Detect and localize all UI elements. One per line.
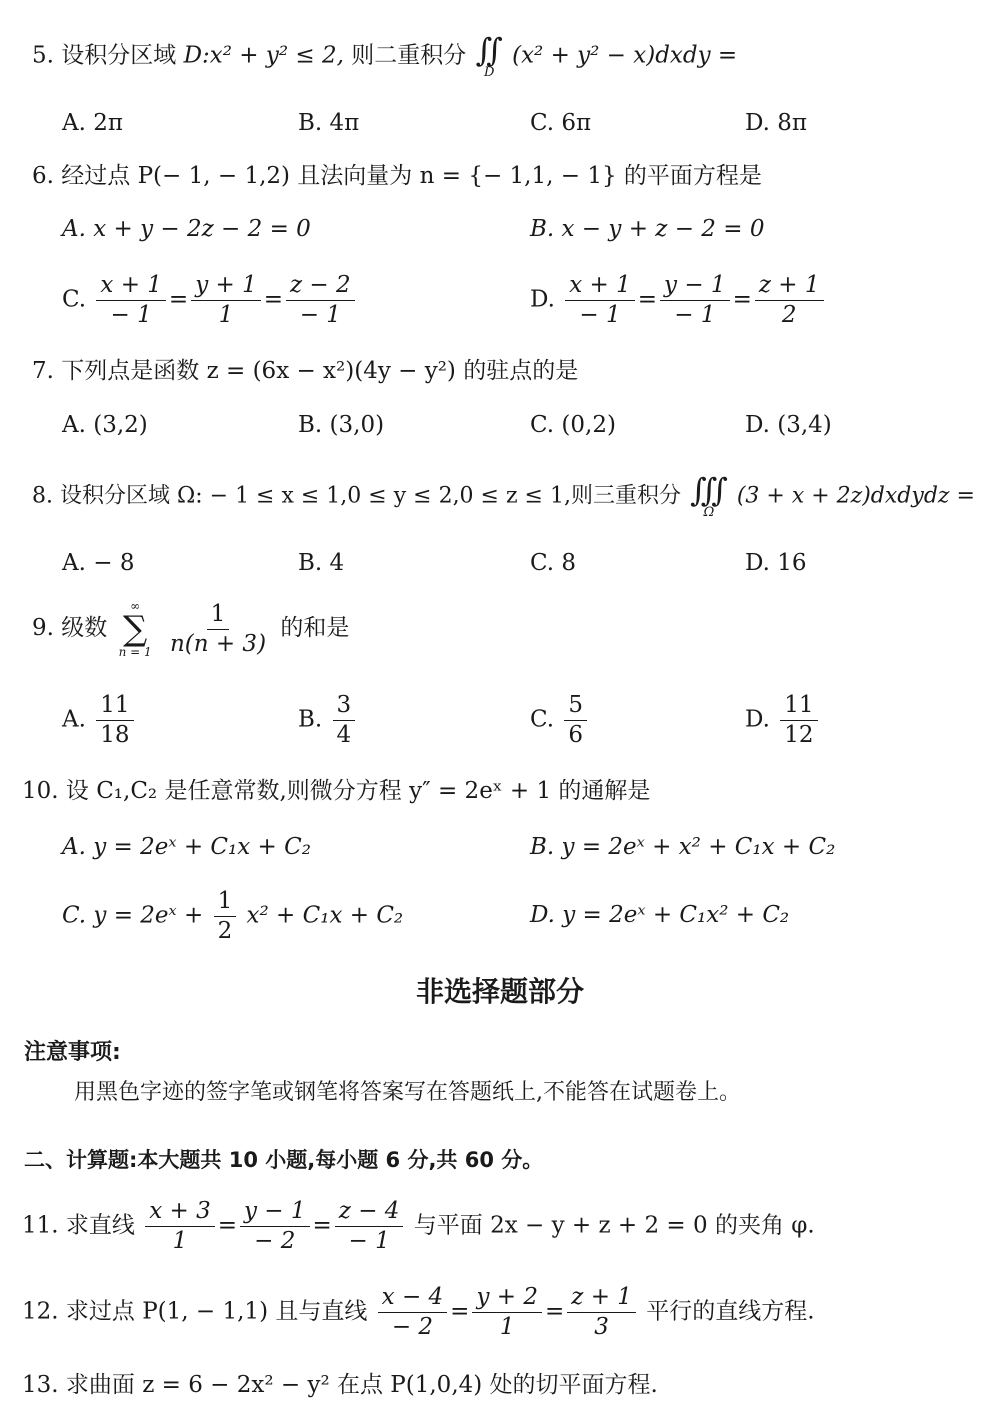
denominator: 2 <box>781 302 797 328</box>
denominator: 2 <box>217 918 233 944</box>
sum-symbol: ∑ <box>122 609 148 649</box>
fraction <box>166 600 270 657</box>
denominator: − 1 <box>348 1228 390 1254</box>
integrand: (x² + y² − x)dxdy = <box>512 42 738 69</box>
option-b: B. y = 2eˣ + x² + C₁x + C₂ <box>530 834 836 860</box>
denominator: − 2 <box>391 1314 434 1340</box>
question-10 <box>22 780 650 803</box>
integral-domain: D <box>483 65 495 80</box>
denominator: − 1 <box>110 302 152 328</box>
question-text: 设 C₁,C₂ 是任意常数,则微分方程 y″ = 2eˣ + 1 的通解是 <box>65 778 651 804</box>
question-number: 10. <box>22 778 59 804</box>
option-d: D. 16 <box>745 550 807 576</box>
fraction <box>240 1200 310 1253</box>
numerator: 1 <box>214 890 237 917</box>
numerator: 5 <box>564 694 587 721</box>
option-label: C. <box>530 706 555 733</box>
numerator: y − 1 <box>240 1200 310 1227</box>
numerator: 3 <box>333 694 356 721</box>
integral-domain: Ω <box>703 505 715 520</box>
question-text: 与平面 2x − y + z + 2 = 0 的夹角 φ. <box>413 1212 815 1239</box>
question-5 <box>32 31 738 80</box>
question-number: 8. <box>32 483 53 509</box>
option-a: A. y = 2eˣ + C₁x + C₂ <box>62 834 311 860</box>
question-13 <box>22 1374 658 1397</box>
option-d <box>745 694 821 747</box>
fraction <box>780 694 817 747</box>
numerator: 11 <box>96 694 133 721</box>
numerator: z − 4 <box>335 1200 404 1227</box>
fraction <box>214 890 237 943</box>
fraction <box>333 694 356 747</box>
fraction <box>660 274 730 327</box>
question-text: 设积分区域 <box>61 42 177 69</box>
sum-upper-limit: ∞ <box>130 599 141 613</box>
option-b <box>298 694 358 747</box>
numerator: y + 2 <box>472 1286 542 1313</box>
question-6 <box>32 165 762 188</box>
denominator: − 1 <box>299 302 341 328</box>
numerator: x + 1 <box>96 274 166 301</box>
section-title: 非选择题部分 <box>415 975 584 1008</box>
part-2-title: 二、计算题:本大题共 10 小题,每小题 6 分,共 60 分。 <box>24 1148 544 1172</box>
denominator: 3 <box>594 1314 609 1340</box>
option-a: A. x + y − 2z − 2 = 0 <box>62 216 311 242</box>
option-a: A. 2π <box>62 110 123 136</box>
option-b: B. 4 <box>298 550 345 576</box>
numerator: z + 1 <box>755 274 824 301</box>
option-label: D. <box>530 286 555 313</box>
denominator: 1 <box>499 1314 515 1340</box>
fraction <box>567 1286 636 1339</box>
option-b: B. x − y + z − 2 = 0 <box>530 216 765 242</box>
option-c <box>62 890 403 943</box>
question-12: 12. 求过点 P(1, − 1,1) 且与直线 $\frac{x - 4}{- 2}$ = $\frac{y + 2}{1}$ = $\frac{z + 1}{3}$ 平行的直线方程. <box>22 1284 815 1340</box>
question-8 <box>32 471 975 520</box>
fraction <box>564 694 587 747</box>
option-a: A. − 8 <box>62 550 135 576</box>
denominator: − 2 <box>254 1228 296 1254</box>
option-b: B. (3,0) <box>298 412 385 438</box>
option-label: A. <box>62 706 86 733</box>
numerator: z + 1 <box>567 1286 636 1313</box>
question-number: 7. <box>32 358 54 384</box>
question-text: 求直线 <box>65 1212 135 1239</box>
sum-lower-limit: n = 1 <box>118 645 152 659</box>
option-c <box>530 694 590 747</box>
numerator: 1 <box>207 603 230 630</box>
denominator: 1 <box>218 302 234 328</box>
question-text: 求过点 P(1, − 1,1) 且与直线 <box>65 1298 368 1325</box>
numerator: x + 3 <box>145 1200 215 1227</box>
option-d: D. y = 2eˣ + C₁x² + C₂ <box>530 902 790 928</box>
option-label: B. <box>298 706 323 733</box>
notice-title: 注意事项: <box>24 1040 121 1065</box>
denominator: − 1 <box>579 302 621 328</box>
question-number: 12. <box>22 1298 59 1325</box>
integral-symbol: ∭ <box>689 471 728 509</box>
option-b: B. 4π <box>298 110 360 136</box>
fraction <box>755 274 824 327</box>
question-text: 平行的直线方程. <box>646 1298 815 1325</box>
option-c: C. (0,2) <box>530 412 616 438</box>
integral-symbol: ∬ <box>475 31 503 69</box>
triple-integral <box>689 471 728 520</box>
question-text: 经过点 P(− 1, − 1,2) 且法向量为 n = {− 1,1, − 1} 的平面方程是 <box>61 163 762 189</box>
denominator: 12 <box>784 722 814 748</box>
numerator: z − 2 <box>286 274 355 301</box>
question-text: 下列点是函数 z = (6x − x²)(4y − y²) 的驻点的是 <box>61 358 579 384</box>
question-number: 5. <box>32 42 54 69</box>
double-integral <box>475 31 503 80</box>
fraction <box>565 274 635 327</box>
option-d: D. (3,4) <box>745 412 832 438</box>
option-c: C. 8 <box>530 550 577 576</box>
denominator: 6 <box>568 722 584 748</box>
numerator: x + 1 <box>565 274 635 301</box>
question-9 <box>32 600 349 658</box>
question-7 <box>32 360 578 383</box>
fraction <box>145 1200 215 1253</box>
option-d: D. $\frac{x + 1}{- 1}$ = $\frac{y - 1}{- 1}$ = $\frac{z + 1}{2}$ <box>530 274 827 327</box>
denominator: 18 <box>100 722 130 748</box>
question-text: 设积分区域 Ω: − 1 ≤ x ≤ 1,0 ≤ y ≤ 2,0 ≤ z ≤ 1,则三重积分 <box>60 483 681 509</box>
question-text: 级数 <box>61 615 108 641</box>
numerator: 11 <box>780 694 817 721</box>
fraction <box>472 1286 542 1339</box>
denominator: − 1 <box>674 302 716 328</box>
question-number: 13. <box>22 1372 59 1398</box>
option-label: D. <box>745 706 770 733</box>
option-a <box>62 694 137 747</box>
option-a: A. (3,2) <box>62 412 148 438</box>
fraction <box>96 694 133 747</box>
option-label: C. <box>62 286 87 313</box>
fraction <box>378 1286 448 1339</box>
fraction <box>96 274 166 327</box>
question-number: 6. <box>32 163 54 189</box>
option-c: C. $\frac{x + 1}{- 1}$ = $\frac{y + 1}{1}$ = $\frac{z - 2}{- 1}$ <box>62 274 358 327</box>
option-c: C. 6π <box>530 110 592 136</box>
fraction <box>286 274 355 327</box>
fraction <box>335 1200 404 1253</box>
integrand: (3 + x + 2z)dxdydz = <box>736 483 975 509</box>
numerator: y + 1 <box>191 274 261 301</box>
summation <box>119 600 152 658</box>
option-d: D. 8π <box>745 110 807 136</box>
question-11: 11. 求直线 $\frac{x + 3}{1}$ = $\frac{y - 1}{- 2}$ = $\frac{z - 4}{- 1}$ 与平面 2x − y + z + 2 = 0 的夹角 φ. <box>22 1198 815 1254</box>
denominator: n(n + 3) <box>169 630 267 657</box>
question-text: 的和是 <box>280 615 350 641</box>
notice-text: 用黑色字迹的签字笔或钢笔将答案写在答题纸上,不能答在试题卷上。 <box>74 1080 741 1105</box>
question-number: 9. <box>32 615 54 641</box>
question-text: 求曲面 z = 6 − 2x² − y² 在点 P(1,0,4) 处的切平面方程. <box>65 1372 658 1398</box>
numerator: y − 1 <box>660 274 730 301</box>
question-text: 则二重积分 <box>351 42 467 69</box>
question-number: 11. <box>22 1212 59 1239</box>
denominator: 1 <box>172 1228 188 1254</box>
option-text: C. y = 2eˣ + <box>62 902 204 929</box>
option-text: x² + C₁x + C₂ <box>246 902 404 929</box>
numerator: x − 4 <box>378 1286 448 1313</box>
denominator: 4 <box>336 722 352 748</box>
fraction <box>191 274 261 327</box>
region-definition: D:x² + y² ≤ 2, <box>183 42 344 69</box>
